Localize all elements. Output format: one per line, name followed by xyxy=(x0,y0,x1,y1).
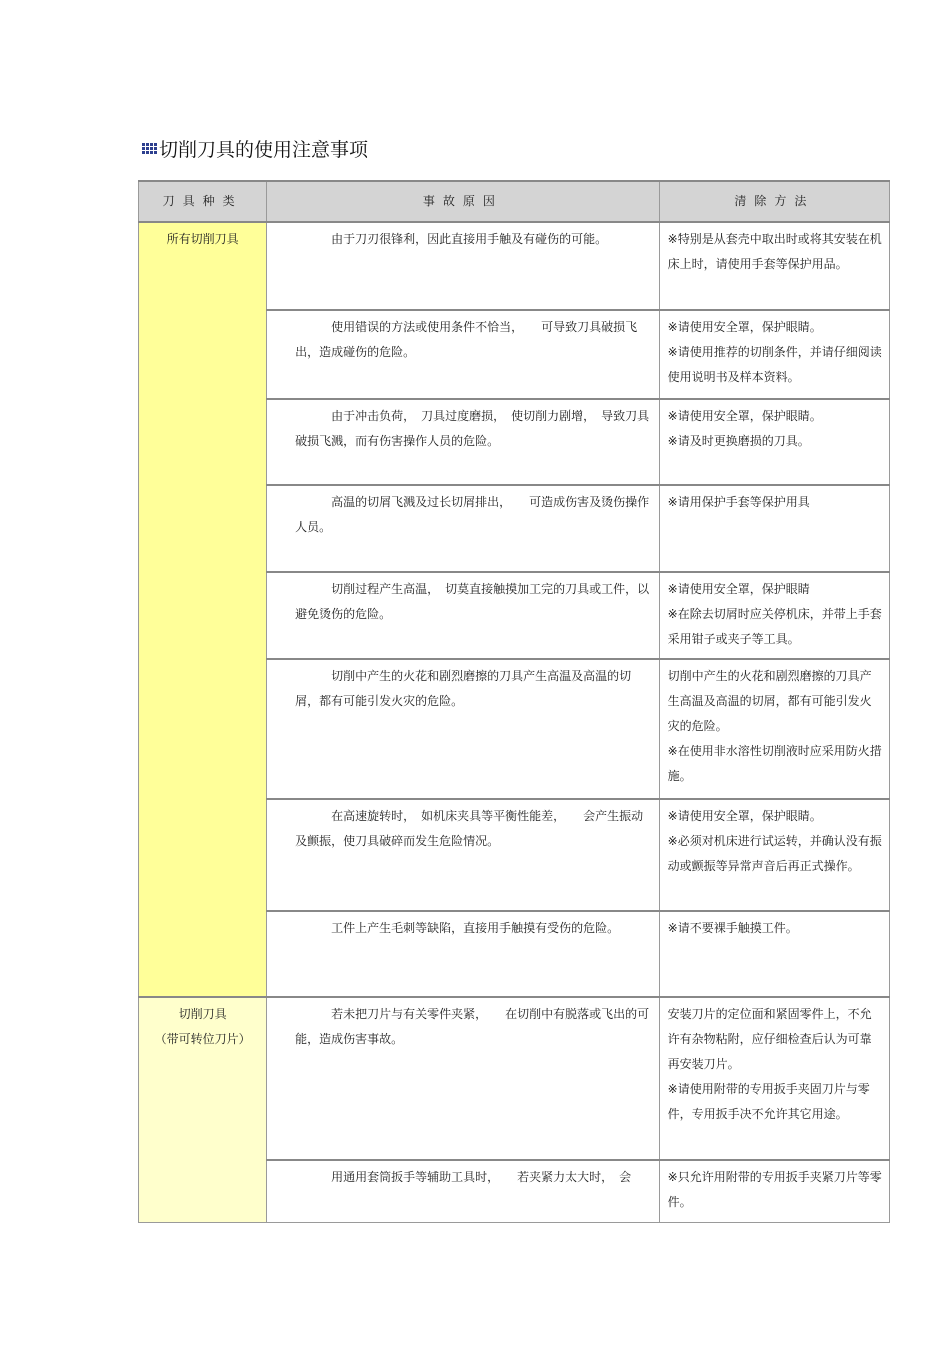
method-text: ※在除去切屑时应关停机床，并带上手套采用钳子或夹子等工具。 xyxy=(667,607,882,646)
table-header-row xyxy=(139,181,890,222)
method-cell xyxy=(659,310,889,399)
method-text: ※请用保护手套等保护用具 xyxy=(667,495,810,509)
tool-type-cell xyxy=(139,997,267,1222)
cause-cell xyxy=(267,799,660,911)
table-row xyxy=(139,222,890,310)
method-text: ※请使用安全罩，保护眼睛。 xyxy=(667,409,822,423)
method-cell xyxy=(659,659,889,799)
method-text: ※请使用安全罩，保护眼睛 xyxy=(667,582,810,596)
tool-type-label: （带可转位刀片） xyxy=(154,1032,251,1046)
method-text: ※必须对机床进行试运转，并确认没有振动或颤振等异常声音后再正式操作。 xyxy=(667,834,882,873)
cause-text: 用通用套筒扳手等辅助工具时， 若夹紧力太大时， 会 xyxy=(331,1170,632,1184)
method-cell xyxy=(659,1160,889,1222)
cause-text: 切削过程产生高温， 切莫直接触摸加工完的刀具或工件，以避免烫伤的危险。 xyxy=(295,582,650,621)
method-cell xyxy=(659,222,889,310)
safety-table xyxy=(138,180,890,1223)
method-text: 切削中产生的火花和剧烈磨擦的刀具产生高温及高温的切屑，都有可能引发火灾的危险。 xyxy=(667,669,872,733)
method-text: ※在使用非水溶性切削液时应采用防火措施。 xyxy=(667,744,882,783)
method-text: ※请使用安全罩，保护眼睛。 xyxy=(667,809,822,823)
method-text: ※请及时更换磨损的刀具。 xyxy=(667,434,810,448)
method-cell xyxy=(659,399,889,485)
tool-type-label: 切削刀具 xyxy=(178,1007,227,1021)
method-text: ※请使用附带的专用扳手夹固刀片与零件，专用扳手决不允许其它用途。 xyxy=(667,1082,870,1121)
method-cell xyxy=(659,911,889,997)
method-text: ※请使用推荐的切削条件，并请仔细阅读使用说明书及样本资料。 xyxy=(667,345,882,384)
method-text: ※只允许用附带的专用扳手夹紧刀片等零件。 xyxy=(667,1170,882,1209)
cause-text: 在高速旋转时， 如机床夹具等平衡性能差， 会产生振动及颤振，使刀具破碎而发生危险情况。 xyxy=(295,809,644,848)
cause-cell xyxy=(267,659,660,799)
method-cell xyxy=(659,997,889,1160)
header-tool-type: 刀具种类 xyxy=(139,181,267,222)
header-accident-cause: 事故原因 xyxy=(267,181,660,222)
cause-cell xyxy=(267,911,660,997)
cause-cell xyxy=(267,399,660,485)
table-row xyxy=(139,997,890,1160)
method-cell xyxy=(659,799,889,911)
cause-text: 切削中产生的火花和剧烈磨擦的刀具产生高温及高温的切屑，都有可能引发火灾的危险。 xyxy=(295,669,632,708)
method-text: ※请使用安全罩，保护眼睛。 xyxy=(667,320,822,334)
cause-cell xyxy=(267,222,660,310)
page-title xyxy=(142,134,368,162)
cause-cell xyxy=(267,572,660,659)
method-text: ※特别是从套壳中取出时或将其安装在机床上时，请使用手套等保护用品。 xyxy=(667,232,882,271)
method-cell xyxy=(659,485,889,572)
cause-text: 由于刀刃很锋利，因此直接用手触及有碰伤的可能。 xyxy=(331,232,608,246)
tool-type-cell xyxy=(139,222,267,997)
method-cell xyxy=(659,572,889,659)
grid-bullet-icon xyxy=(142,143,157,154)
cause-text: 高温的切屑飞溅及过长切屑排出， 可造成伤害及烫伤操作人员。 xyxy=(295,495,650,534)
cause-text: 若未把刀片与有关零件夹紧， 在切削中有脱落或飞出的可能，造成伤害事故。 xyxy=(295,1007,650,1046)
method-text: ※请不要裸手触摸工件。 xyxy=(667,921,798,935)
cause-text: 工件上产生毛刺等缺陷，直接用手触摸有受伤的危险。 xyxy=(331,921,620,935)
table-body xyxy=(139,222,890,1222)
cause-text: 使用错误的方法或使用条件不恰当， 可导致刀具破损飞出，造成碰伤的危险。 xyxy=(295,320,638,359)
method-text: 安装刀片的定位面和紧固零件上，不允许有杂物粘附，应仔细检查后认为可靠再安装刀片。 xyxy=(667,1007,872,1071)
header-removal-method: 清除方法 xyxy=(659,181,889,222)
cause-cell xyxy=(267,1160,660,1222)
cause-cell xyxy=(267,310,660,399)
cause-cell xyxy=(267,485,660,572)
cause-cell xyxy=(267,997,660,1160)
tool-type-label: 所有切削刀具 xyxy=(166,232,239,246)
page-title-text: 切削刀具的使用注意事项 xyxy=(159,138,369,161)
cause-text: 由于冲击负荷， 刀具过度磨损， 使切削力剧增， 导致刀具破损飞溅，而有伤害操作人员的危险。 xyxy=(295,409,650,448)
